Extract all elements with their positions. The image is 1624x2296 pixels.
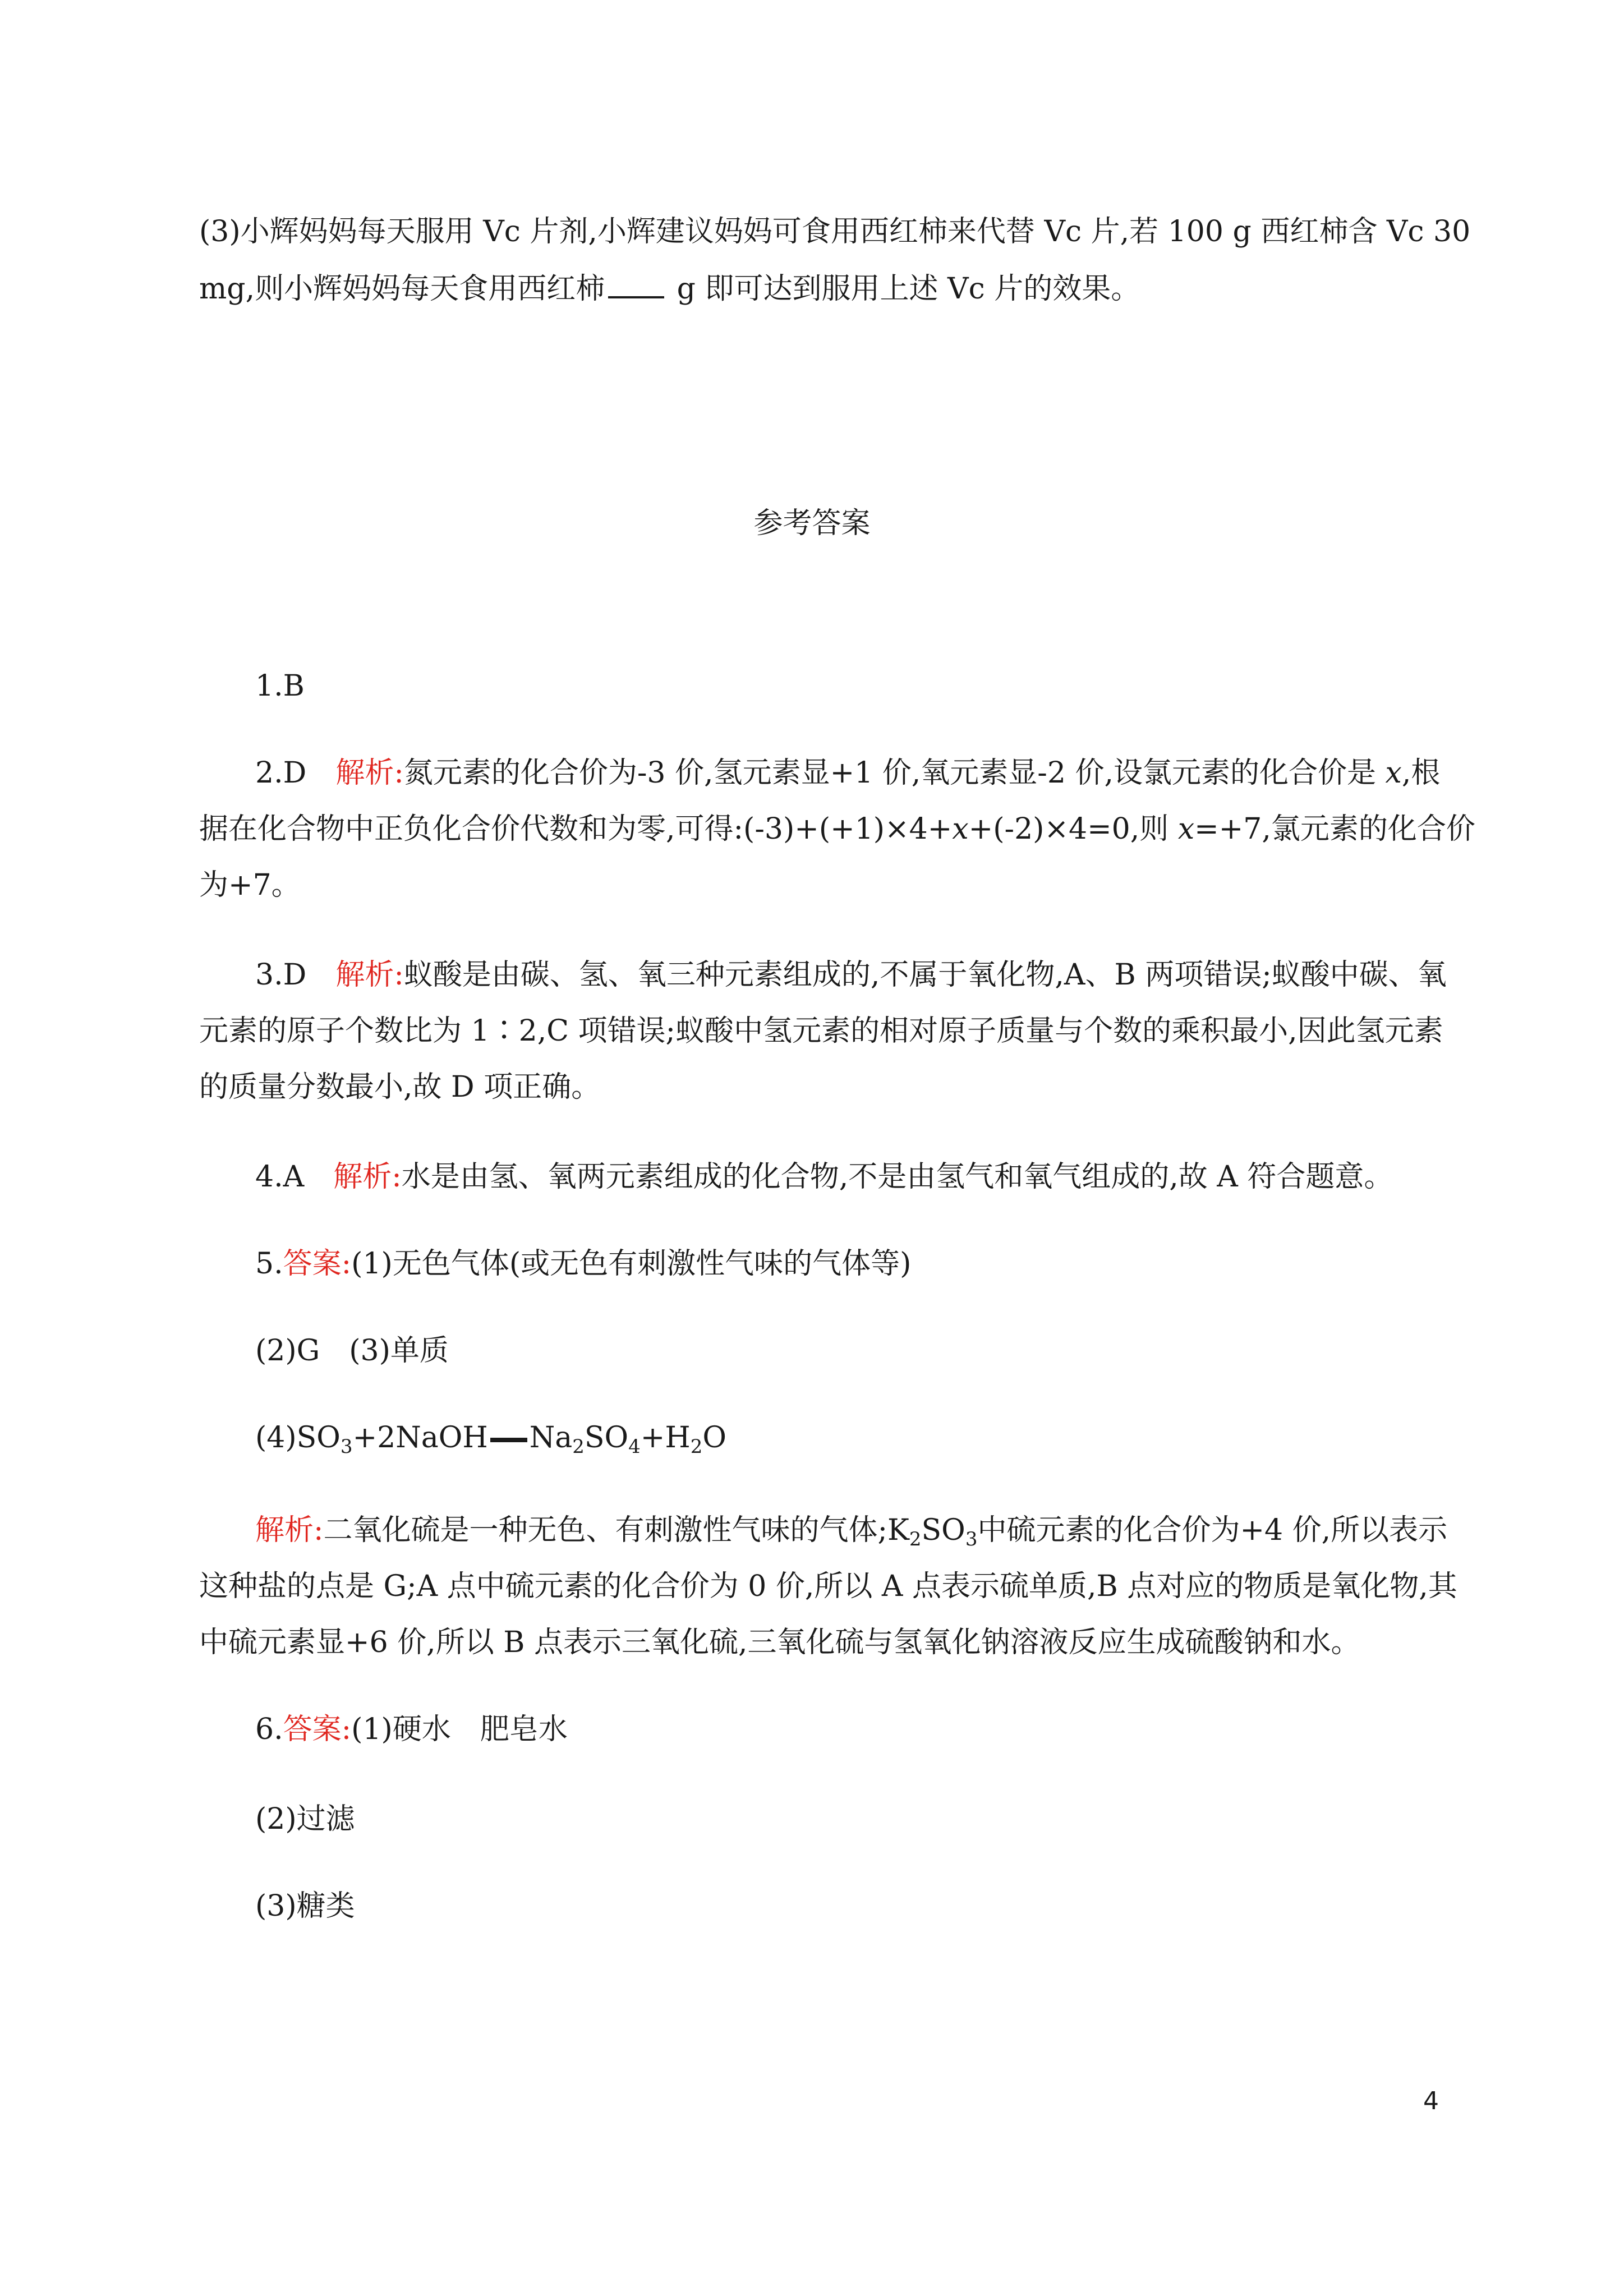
answer-1: 1.B	[255, 669, 305, 703]
answer-6-line-1: 6.答案:(1)硬水 肥皂水	[255, 1713, 568, 1746]
analysis-label: 解析:	[335, 958, 404, 992]
answer-5-line-2: (2)G (3)单质	[255, 1334, 449, 1368]
question-3-line-2: mg,则小辉妈妈每天食用西红柿 g 即可达到服用上述 Vc 片的效果。	[199, 272, 1140, 306]
analysis-label: 解析:	[255, 1513, 324, 1547]
answer-6-line-3: (3)糖类	[255, 1889, 355, 1923]
answer-3-line-1: 3.D 解析:蚁酸是由碳、氢、氧三种元素组成的,不属于氧化物,A、B 两项错误;蚁酸中碳、氧	[255, 958, 1447, 992]
answer-blank	[608, 274, 664, 298]
section-title: 参考答案	[753, 507, 871, 540]
answer-2-line-2: 据在化合物中正负化合价代数和为零,可得:(-3)+(+1)×4+x+(-2)×4=0,则 x=+7,氯元素的化合价	[199, 812, 1475, 846]
answer-3-line-3: 的质量分数最小,故 D 项正确。	[199, 1070, 601, 1104]
answer-5-line-1: 5.答案:(1)无色气体(或无色有刺激性气味的气体等)	[255, 1247, 912, 1281]
answer-5-analysis-line-2: 这种盐的点是 G;A 点中硫元素的化合价为 0 价,所以 A 点表示硫单质,B 点对应的物质是氧化物,其	[199, 1570, 1457, 1603]
answer-label: 答案:	[283, 1247, 352, 1281]
answer-label: 答案:	[283, 1713, 352, 1746]
answer-3-line-2: 元素的原子个数比为 1∶2,C 项错误;蚁酸中氢元素的相对原子质量与个数的乘积最小,因此氢元素	[199, 1014, 1443, 1048]
page-number: 4	[1423, 2087, 1439, 2115]
equals-sign	[490, 1438, 527, 1442]
answer-4: 4.A 解析:水是由氢、氧两元素组成的化合物,不是由氢气和氧气组成的,故 A 符合题意。	[255, 1160, 1393, 1194]
answer-5-analysis-line-1: 解析:二氧化硫是一种无色、有刺激性气味的气体$;K_2SO_3$中硫元素的化合价为+4 价,所以表示	[255, 1513, 1448, 1550]
answer-5-analysis-line-3: 中硫元素显+6 价,所以 B 点表示三氧化硫,三氧化硫与氢氧化钠溶液反应生成硫酸钠和水。	[199, 1626, 1360, 1659]
answer-6-line-2: (2)过滤	[255, 1802, 355, 1836]
question-3-line-1: (3)小辉妈妈每天服用 Vc 片剂,小辉建议妈妈可食用西红柿来代替 Vc 片,若 100 g 西红柿含 Vc 30	[199, 215, 1471, 249]
analysis-label: 解析:	[333, 1160, 402, 1194]
answer-5-equation: $(4)SO_3+2NaOH$ $Na_2SO_4+H_2O$	[255, 1421, 726, 1458]
analysis-label: 解析:	[335, 756, 404, 790]
answer-2-line-3: 为+7。	[199, 868, 301, 902]
answer-2-line-1: 2.D 解析:氮元素的化合价为-3 价,氢元素显+1 价,氧元素显-2 价,设氯元素的化合价是 x,根	[255, 756, 1441, 790]
